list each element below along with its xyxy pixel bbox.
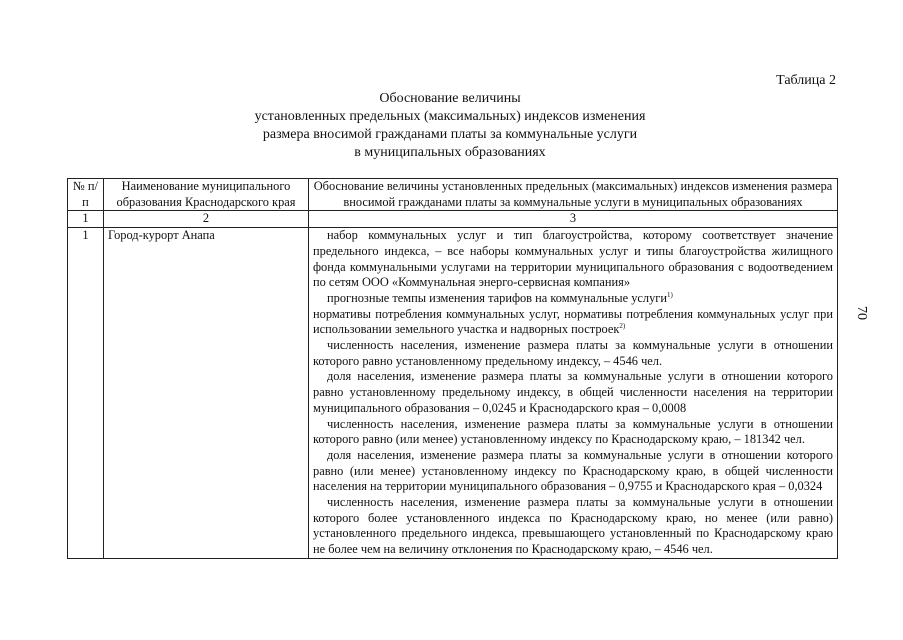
paragraph-text: прогнозные темпы изменения тарифов на коммунальные услуги: [327, 290, 667, 305]
table-header-row: [68, 179, 838, 211]
justification-table: [67, 178, 838, 559]
page-number: 70: [854, 306, 869, 320]
document-title: [170, 90, 730, 162]
justification-paragraph: доля населения, изменение размера платы за коммунальные услуги в отношении которого равно (или менее) установленному индексу по Краснодарскому краю, в общей численности населения на территории муниципального образования – 0,9755 и Краснодарского края – 0,0324: [313, 447, 833, 494]
footnote-mark: 1): [667, 290, 673, 299]
title-line: Обоснование величины: [379, 91, 521, 106]
municipality-name: Город-курорт Анапа: [104, 228, 309, 559]
justification-cell: [309, 228, 838, 559]
title-line: в муниципальных образованиях: [354, 145, 546, 160]
header-municipality: Наименование муниципального образования Краснодарского края: [104, 179, 309, 211]
justification-paragraph: [313, 291, 833, 307]
column-number: 3: [309, 211, 838, 228]
title-line: размера вносимой гражданами платы за коммунальные услуги: [262, 127, 638, 142]
justification-paragraph: численность населения, изменение размера платы за коммунальные услуги в отношении которого равно (или менее) установленному индексу по Краснодарскому краю, – 181342 чел.: [313, 416, 833, 447]
paragraph-text: нормативы потребления коммунальных услуг, нормативы потребления коммунальных услуг при использовании земельного участка и надворных построек: [313, 306, 833, 337]
row-number: 1: [68, 228, 104, 559]
column-number-row: [68, 211, 838, 228]
header-justification: Обоснование величины установленных предельных (максимальных) индексов изменения размера вносимой гражданами платы за коммунальные услуги в муниципальных образованиях: [309, 179, 838, 211]
title-line: установленных предельных (максимальных) индексов изменения: [254, 109, 646, 124]
table-row: [68, 228, 838, 559]
justification-paragraph: численность населения, изменение размера платы за коммунальные услуги в отношении которого более установленного индекса по Краснодарскому краю, но менее (или равно) установленного предельного индекса, превышающего установленный по Краснодарскому краю не более чем на величину отклонения по Краснодарскому краю, – 4546 чел.: [313, 495, 833, 557]
header-number: № п/п: [68, 179, 104, 211]
justification-paragraph: набор коммунальных услуг и тип благоустройства, которому соответствует значение предельного индекса, – все наборы коммунальных услуг и типы благоустройства жилищного фонда коммунальными услугами на территории муниципального образования с водоотведением по сетям ООО «Коммунальная энерго-сервисная компания»: [313, 228, 833, 290]
column-number: 2: [104, 211, 309, 228]
table-label: Таблица 2: [776, 73, 836, 88]
justification-paragraph: [313, 307, 833, 338]
column-number: 1: [68, 211, 104, 228]
footnote-mark: 2): [619, 322, 626, 331]
justification-paragraph: доля населения, изменение размера платы за коммунальные услуги в отношении которого равно установленному предельному индексу, в общей численности населения на территории муниципального образования – 0,0245 и Краснодарского края – 0,0008: [313, 369, 833, 415]
justification-paragraph: численность населения, изменение размера платы за коммунальные услуги в отношении которого равно установленному предельному индексу, – 4546 чел.: [313, 338, 833, 368]
